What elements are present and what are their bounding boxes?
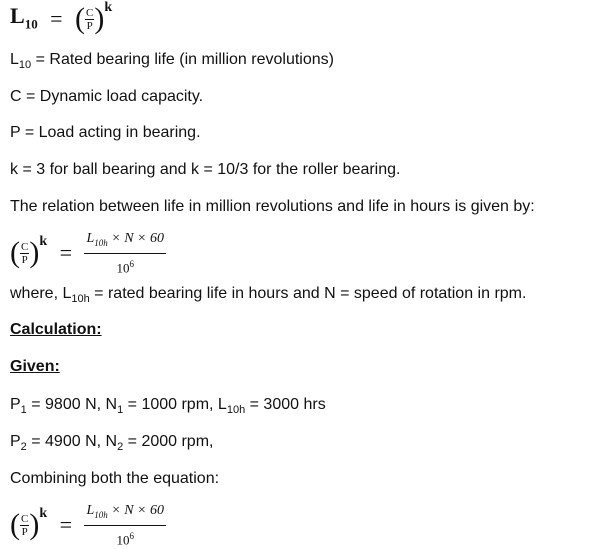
load-ratio-fraction: $\frac{C}{P}$ <box>21 512 29 538</box>
combining-text: Combining both the equation: <box>10 470 220 487</box>
def-k: k = 3 for ball bearing and k = 10/3 for the roller bearing. <box>10 161 401 178</box>
bearing-life-formula: $L_{10}$ = ( $\frac{C}{P}$ )k <box>10 0 113 35</box>
where-text: where, $L_{10h}$ = rated bearing life in hours and N = speed of rotation in rpm. <box>10 285 527 306</box>
given-line-1: $P_1 = 9800$ N, $N_1 = 1000$ rpm, $L_{10h} = 3000$ hrs <box>10 396 326 417</box>
def-p: P = Load acting in bearing. <box>10 124 201 141</box>
def-c: C = Dynamic load capacity. <box>10 88 204 105</box>
life-hours-formula: ( $\frac{C}{P}$ )k = $\frac{L_{10h} \times N \times 60}{10^6}$ <box>10 231 164 276</box>
hours-fraction: $\frac{L_{10h} \times N \times 60}{10^6}$ <box>86 503 164 548</box>
load-ratio-fraction: $\frac{C}{P}$ <box>21 240 29 266</box>
formula-lhs: $L_{10}$ <box>10 3 38 32</box>
load-ratio-fraction: $\frac{C}{P}$ <box>86 6 94 32</box>
calculation-heading: Calculation: <box>10 321 102 338</box>
equals-sign: = <box>50 6 63 31</box>
hours-fraction: $\frac{L_{10h} \times N \times 60}{10^6}$ <box>86 231 164 276</box>
relation-text: The relation between life in million revolutions and life in hours is given by: <box>10 198 535 215</box>
given-line-2: $P_2 = 4900$ N, $N_2 = 2000$ rpm, <box>10 433 214 454</box>
combined-formula: ( $\frac{C}{P}$ )k = $\frac{L_{10h} \times N \times 60}{10^6}$ <box>10 503 164 548</box>
exponent-k: k <box>104 0 113 16</box>
def-l10: $L_{10}$ = Rated bearing life (in million revolutions) <box>10 51 334 72</box>
given-heading: Given: <box>10 358 60 375</box>
